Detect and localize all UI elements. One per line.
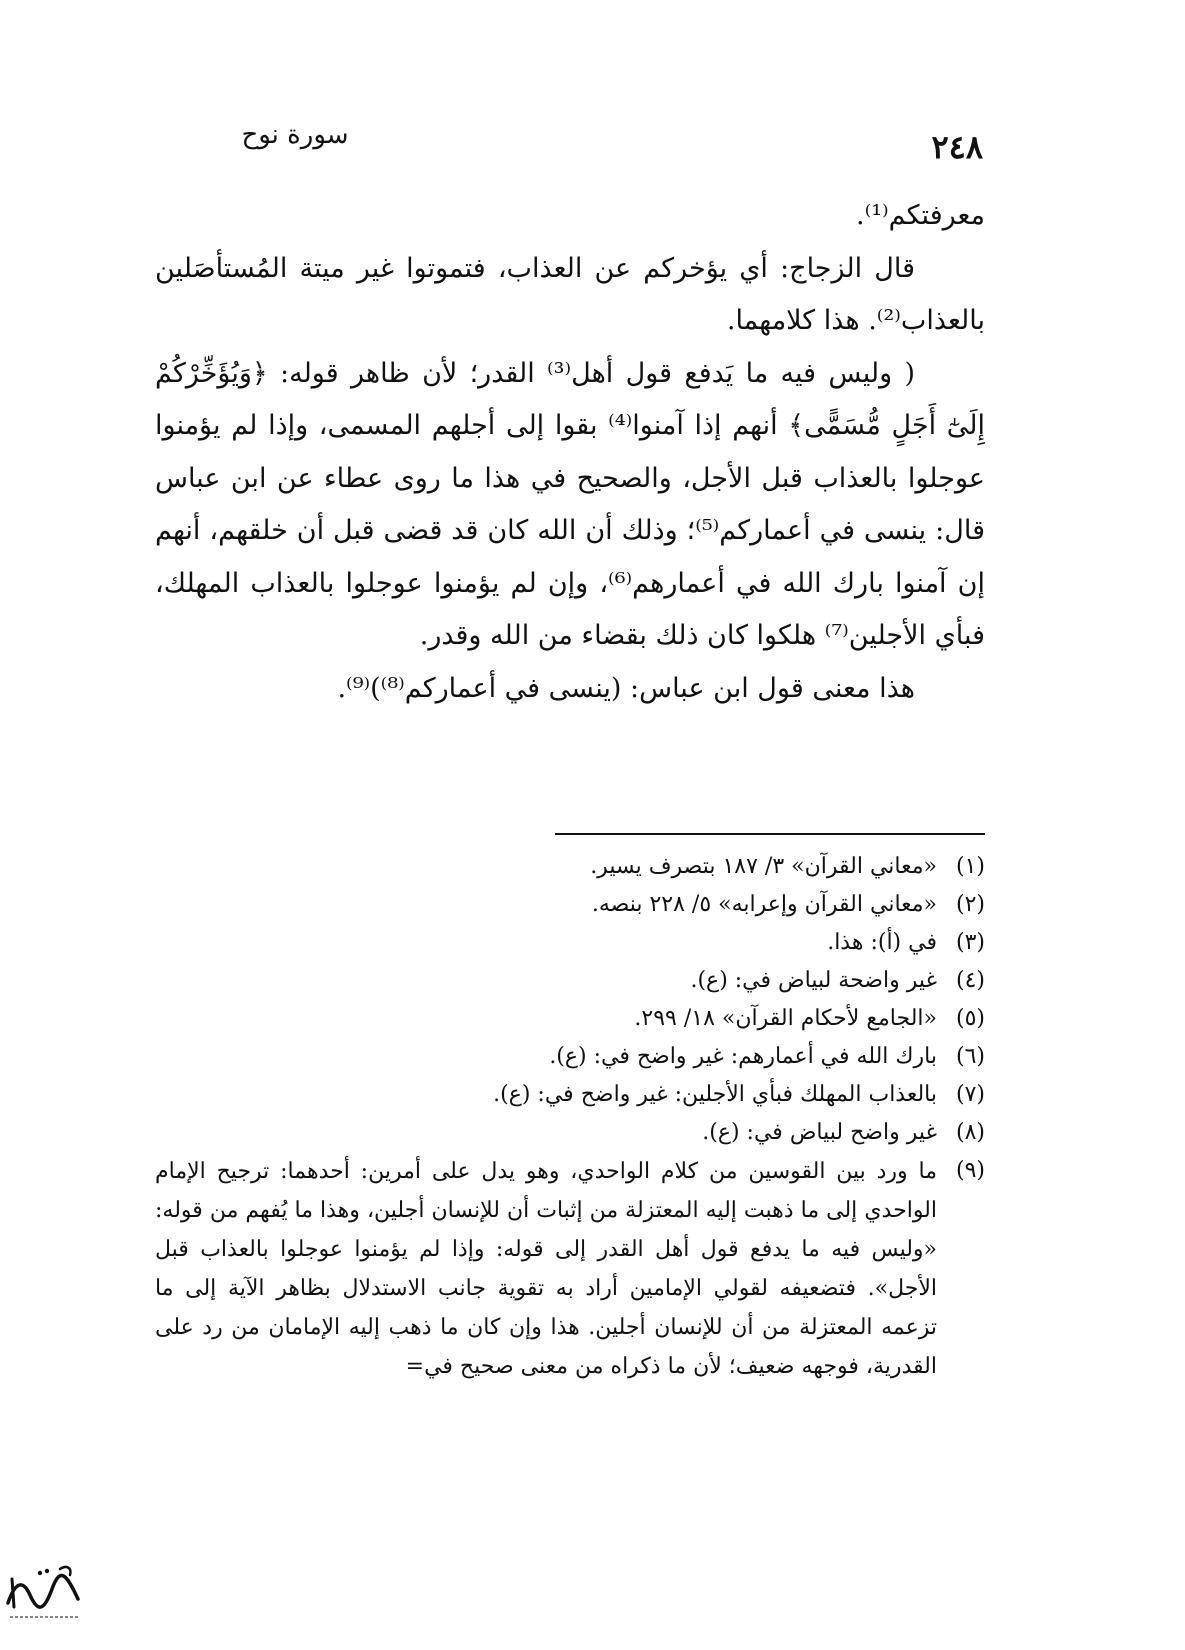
footnote-item	[155, 1038, 985, 1076]
footnote-item	[155, 848, 985, 886]
body-paragraph: قال الزجاج: أي يؤخركم عن العذاب، فتموتوا غير ميتة المُستأصَلين بالعذاب⁽²⁾. هذا كلامهما.	[155, 252, 985, 336]
body-paragraph: معرفتكم⁽¹⁾.	[856, 200, 985, 231]
footnote-number: (٦)	[955, 1044, 985, 1069]
footnote-item	[155, 1114, 985, 1152]
footnote-text: غير واضح لبياض في: (ع).	[702, 1120, 937, 1145]
page-number: ٢٤٨	[931, 128, 983, 166]
publisher-logo-calligraphy	[0, 1555, 90, 1625]
footnote-separator-rule	[555, 833, 985, 835]
footnote-text: «معاني القرآن» ٣/ ١٨٧ بتصرف يسير.	[590, 854, 937, 879]
footnote-text: غير واضحة لبياض في: (ع).	[690, 968, 937, 993]
footnote-item	[155, 1152, 985, 1386]
footnote-text: في (أ): هذا.	[827, 930, 937, 955]
footnote-text: «الجامع لأحكام القرآن» ١٨/ ٢٩٩.	[634, 1006, 937, 1031]
main-text-body	[155, 190, 985, 715]
footnote-text: بارك الله في أعمارهم: غير واضح في: (ع).	[549, 1044, 937, 1069]
footnote-number: (٩)	[955, 1158, 985, 1183]
footnote-number: (٧)	[955, 1082, 985, 1107]
body-paragraph: هذا معنى قول ابن عباس: (ينسى في أعماركم⁽⁸⁾)⁽⁹⁾.	[337, 672, 915, 704]
footnote-number: (٣)	[955, 930, 985, 955]
footnote-text: بالعذاب المهلك فبأي الأجلين: غير واضح في: (ع).	[493, 1082, 937, 1107]
running-header-surah-title: سورة نوح	[241, 120, 349, 150]
body-paragraph: ( وليس فيه ما يَدفع قول أهل⁽³⁾ القدر؛ لأن ظاهر قوله: ﴿وَيُؤَخِّرْكُمْ إِلَىٰٓ أَجَلٍ مُّسَمًّى﴾ أنهم إذا آمنوا⁽⁴⁾ بقوا إلى أجلهم المسمى، وإذا لم يؤمنوا عوجلوا بالعذاب قبل الأجل، والصحيح في هذا ما روى عطاء عن ابن عباس قال: ينسى في أعماركم⁽⁵⁾؛ وذلك أن الله كان قد قضى قبل أن خلقهم، أنهم إن آمنوا بارك الله في أعمارهم⁽⁶⁾، وإن لم يؤمنوا عوجلوا بالعذاب المهلك، فبأي الأجلين⁽⁷⁾ هلكوا كان ذلك بقضاء من الله وقدر.	[155, 357, 986, 651]
footnote-item	[155, 962, 985, 1000]
footnote-number: (٨)	[955, 1120, 985, 1145]
footnote-text: ما ورد بين القوسين من كلام الواحدي، وهو يدل على أمرين: أحدهما: ترجيح الإمام الواحدي إلى ما ذهبت إليه المعتزلة من إثبات أن للإنسان أجلين، وهذا ما يُفهم من قوله: «وليس فيه ما يدفع قول أهل القدر إلى قوله: وإذا لم يؤمنوا عوجلوا بالعذاب قبل الأجل». فتضعيفه لقولي الإمامين أراد به تقوية جانب الاستدلال بظاهر الآية إلى ما تزعمه المعتزلة من أن للإنسان أجلين. هذا وإن كان ما ذهب إليه الإمامان من رد على القدرية، فوجهه ضعيف؛ لأن ما ذكراه من معنى صحيح في=	[155, 1159, 937, 1379]
footnote-number: (٤)	[955, 968, 985, 993]
footnote-item	[155, 924, 985, 962]
footnote-number: (٢)	[955, 892, 985, 917]
footnote-number: (٥)	[955, 1006, 985, 1031]
footnote-item	[155, 886, 985, 924]
footnote-text: «معاني القرآن وإعرابه» ٥/ ٢٢٨ بنصه.	[591, 892, 937, 917]
footnote-number: (١)	[955, 854, 985, 879]
footnotes-section	[155, 848, 985, 1386]
footnote-item	[155, 1000, 985, 1038]
footnote-item	[155, 1076, 985, 1114]
